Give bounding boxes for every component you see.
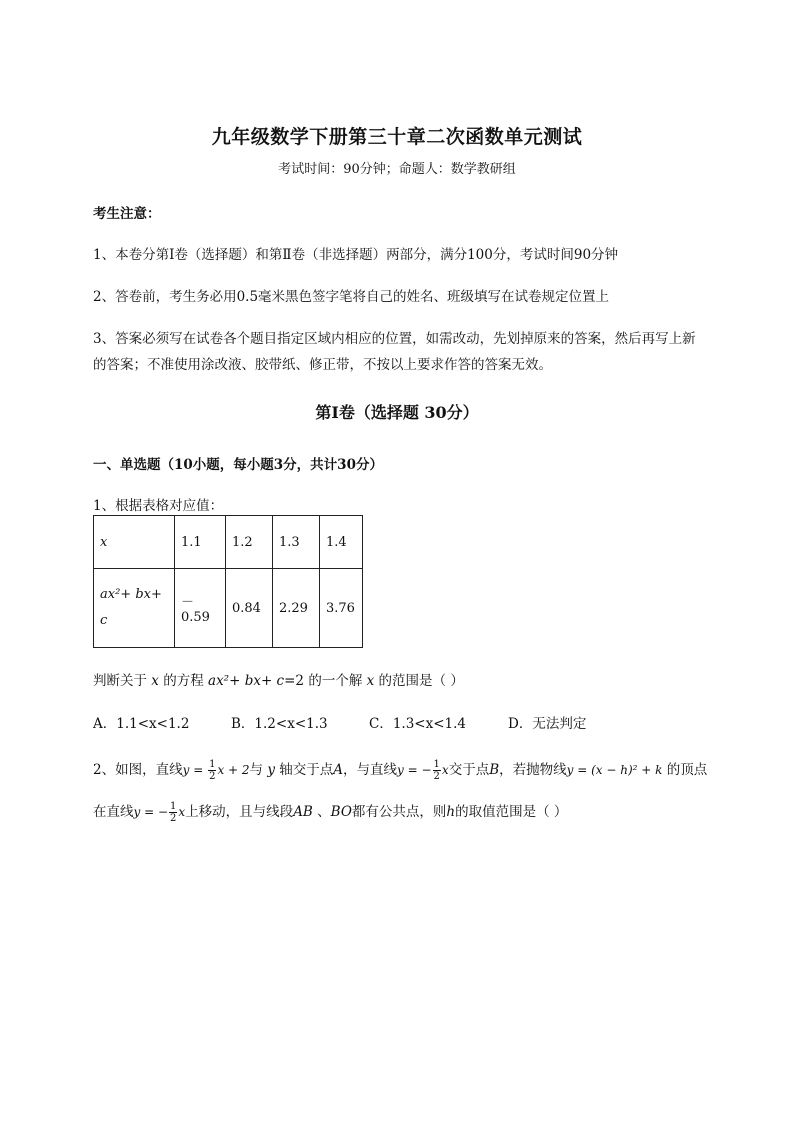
question-2-line-2: 在直线y = − $\frac{1}{2}$ x上移动，且与线段AB 、BO都有公共点，则h的取值范围是（ ） (93, 801, 568, 824)
table-row (94, 516, 363, 569)
table-cell: 1.3 (273, 516, 320, 569)
table-cell: 3.76 (320, 569, 363, 648)
notice-item-2: 2、答卷前，考生务必用0.5毫米黑色签字笔将自己的姓名、班级填写在试卷规定位置上 (93, 289, 610, 305)
question-1-stem: 1、根据表格对应值： (93, 498, 224, 514)
table-cell: 0.84 (226, 569, 273, 648)
table-cell: 2.29 (273, 569, 320, 648)
option-c[interactable]: C．1.3<x<1.4 (369, 716, 467, 732)
question-2-line-1: 2、如图，直线y = $\frac{1}{2}$ x + 2与 y 轴交于点A，与直线y = − $\frac{1}{2}$ x交于点B，若抛物线y = (x − h)² + k 的顶点 (93, 759, 708, 782)
table-cell: 1.4 (320, 516, 363, 569)
page-title: 九年级数学下册第三十章二次函数单元测试 (211, 126, 583, 148)
notice-item-1: 1、本卷分第I卷（选择题）和第Ⅱ卷（非选择题）两部分，满分100分，考试时间90分钟 (93, 247, 619, 263)
table-header-x: x (94, 516, 175, 569)
table-cell: －0.59 (175, 569, 226, 648)
question-1-text: 判断关于 x 的方程 ax²+ bx+ c=2 的一个解 x 的范围是（ ） (93, 673, 464, 689)
table-cell: 1.2 (226, 516, 273, 569)
option-d[interactable]: D．无法判定 (508, 716, 587, 732)
table-cell: 1.1 (175, 516, 226, 569)
section-title: 第I卷（选择题 30分） (315, 403, 479, 422)
option-b[interactable]: B．1.2<x<1.3 (231, 716, 328, 732)
notice-item-3-cont: 的答案；不准使用涂改液、胶带纸、修正带，不按以上要求作答的答案无效。 (93, 357, 552, 373)
exam-info: 考试时间：90分钟；命题人：数学教研组 (278, 162, 516, 177)
notice-heading: 考生注意： (93, 206, 161, 222)
notice-item-3: 3、答案必须写在试卷各个题目指定区域内相应的位置，如需改动，先划掉原来的答案，然后再写上新 (93, 331, 696, 347)
option-a[interactable]: A．1.1<x<1.2 (93, 716, 190, 732)
table-row (94, 569, 363, 648)
part-heading: 一、单选题（10小题，每小题3分，共计30分） (93, 457, 383, 473)
table-header-expression: ax²+ bx+ c (94, 569, 175, 648)
value-table (93, 515, 363, 648)
